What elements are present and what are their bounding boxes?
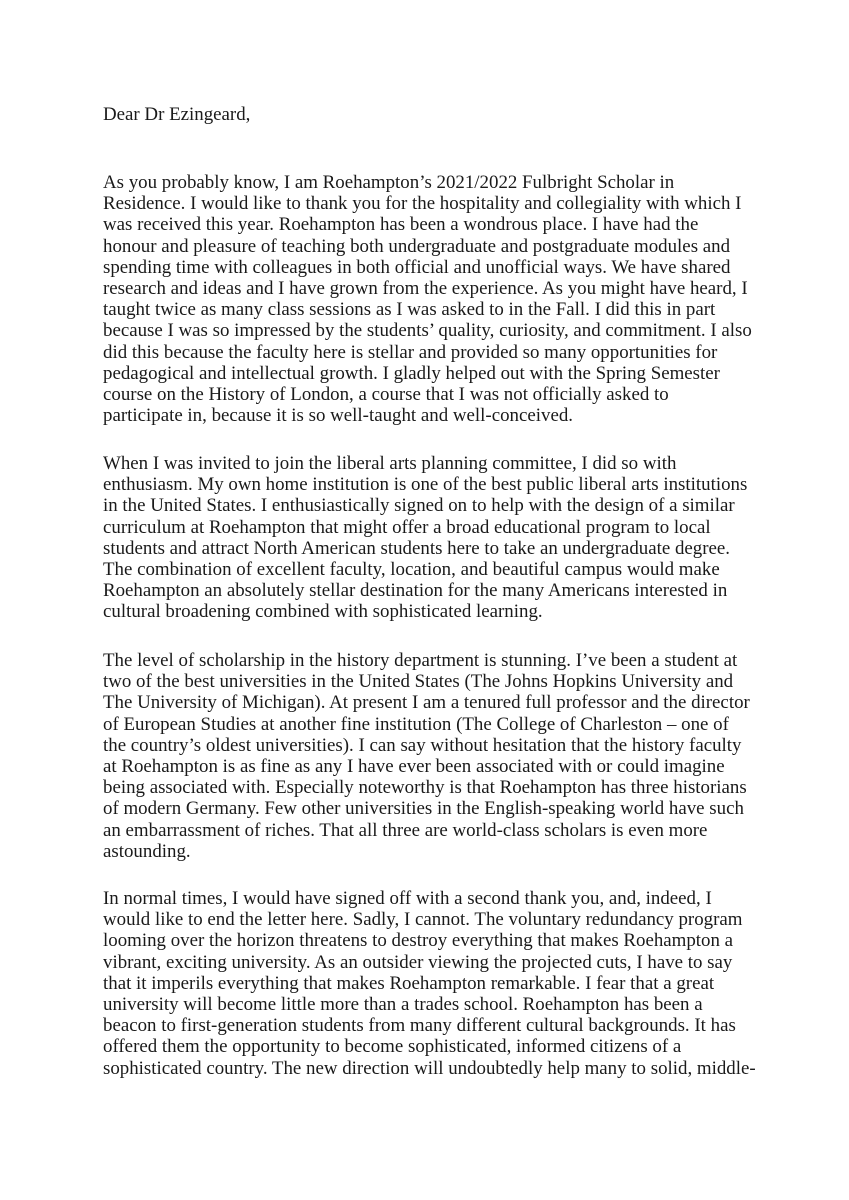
text-line: pedagogical and intellectual growth. I gladly helped out with the Spring Semester — [103, 362, 720, 384]
text-line: looming over the horizon threatens to destroy everything that makes Roehampton a — [103, 930, 734, 952]
text-line: at Roehampton is as fine as any I have ever been associated with or could imagine — [103, 756, 725, 778]
text-line: enthusiasm. My own home institution is one of the best public liberal arts institutions — [103, 474, 748, 496]
text-line: two of the best universities in the United States (The Johns Hopkins University and — [103, 671, 734, 693]
text-line: would like to end the letter here. Sadly, I cannot. The voluntary redundancy program — [103, 909, 743, 931]
text-line: Roehampton an absolutely stellar destination for the many Americans interested in — [103, 580, 728, 602]
text-line: of modern Germany. Few other universities in the English-speaking world have such — [103, 798, 744, 820]
salutation: Dear Dr Ezingeard, — [103, 104, 251, 125]
text-line: vibrant, exciting university. As an outsider viewing the projected cuts, I have to say — [103, 951, 733, 973]
text-line: participate in, because it is so well-taught and well-conceived. — [103, 405, 573, 427]
text-line: of European Studies at another fine institution (The College of Charleston – one of — [103, 713, 729, 735]
text-line: astounding. — [103, 840, 191, 862]
text-line: The combination of excellent faculty, location, and beautiful campus would make — [103, 559, 720, 581]
text-line: As you probably know, I am Roehampton’s 2021/2022 Fulbright Scholar in — [103, 172, 675, 193]
text-line: sophisticated country. The new direction will undoubtedly help many to solid, middle- — [103, 1057, 756, 1079]
text-line: being associated with. Especially noteworthy is that Roehampton has three historians — [103, 777, 747, 799]
text-line: in the United States. I enthusiastically signed on to help with the design of a similar — [103, 495, 735, 517]
text-line: that it imperils everything that makes Roehampton remarkable. I fear that a great — [103, 972, 715, 994]
text-line: curriculum at Roehampton that might offer a broad educational program to local — [103, 516, 711, 538]
text-line: offered them the opportunity to become sophisticated, informed citizens of a — [103, 1036, 682, 1058]
paragraph-2 — [103, 453, 747, 623]
text-line: taught twice as many class sessions as I was asked to in the Fall. I did this in part — [103, 299, 716, 321]
paragraph-1 — [103, 172, 752, 426]
text-line: course on the History of London, a course that I was not officially asked to — [103, 384, 669, 406]
text-line: In normal times, I would have signed off with a second thank you, and, indeed, I — [103, 888, 712, 909]
text-line: because I was so impressed by the students’ quality, curiosity, and commitment. I also — [103, 320, 752, 342]
text-line: The University of Michigan). At present I am a tenured full professor and the director — [103, 692, 750, 714]
text-line: was received this year. Roehampton has been a wondrous place. I have had the — [103, 214, 699, 236]
text-line: research and ideas and I have grown from the experience. As you might have heard, I — [103, 278, 748, 300]
text-line: Residence. I would like to thank you for the hospitality and collegiality with which I — [103, 193, 742, 215]
text-line: spending time with colleagues in both official and unofficial ways. We have shared — [103, 256, 731, 278]
text-line: the country’s oldest universities). I can say without hesitation that the history faculty — [103, 734, 742, 756]
text-line: The level of scholarship in the history department is stunning. I’ve been a student at — [103, 650, 738, 671]
text-line: did this because the faculty here is stellar and provided so many opportunities for — [103, 341, 718, 363]
text-line: students and attract North American students here to take an undergraduate degree. — [103, 537, 731, 559]
paragraph-3 — [103, 650, 750, 862]
text-line: cultural broadening combined with sophisticated learning. — [103, 601, 543, 623]
paragraph-4 — [103, 888, 756, 1079]
text-line: university will become little more than a trades school. Roehampton has been a — [103, 994, 703, 1016]
text-line: honour and pleasure of teaching both undergraduate and postgraduate modules and — [103, 235, 731, 257]
text-line: When I was invited to join the liberal arts planning committee, I did so with — [103, 453, 677, 474]
text-line: beacon to first-generation students from many different cultural backgrounds. It has — [103, 1015, 736, 1037]
text-line: an embarrassment of riches. That all three are world-class scholars is even more — [103, 819, 708, 841]
